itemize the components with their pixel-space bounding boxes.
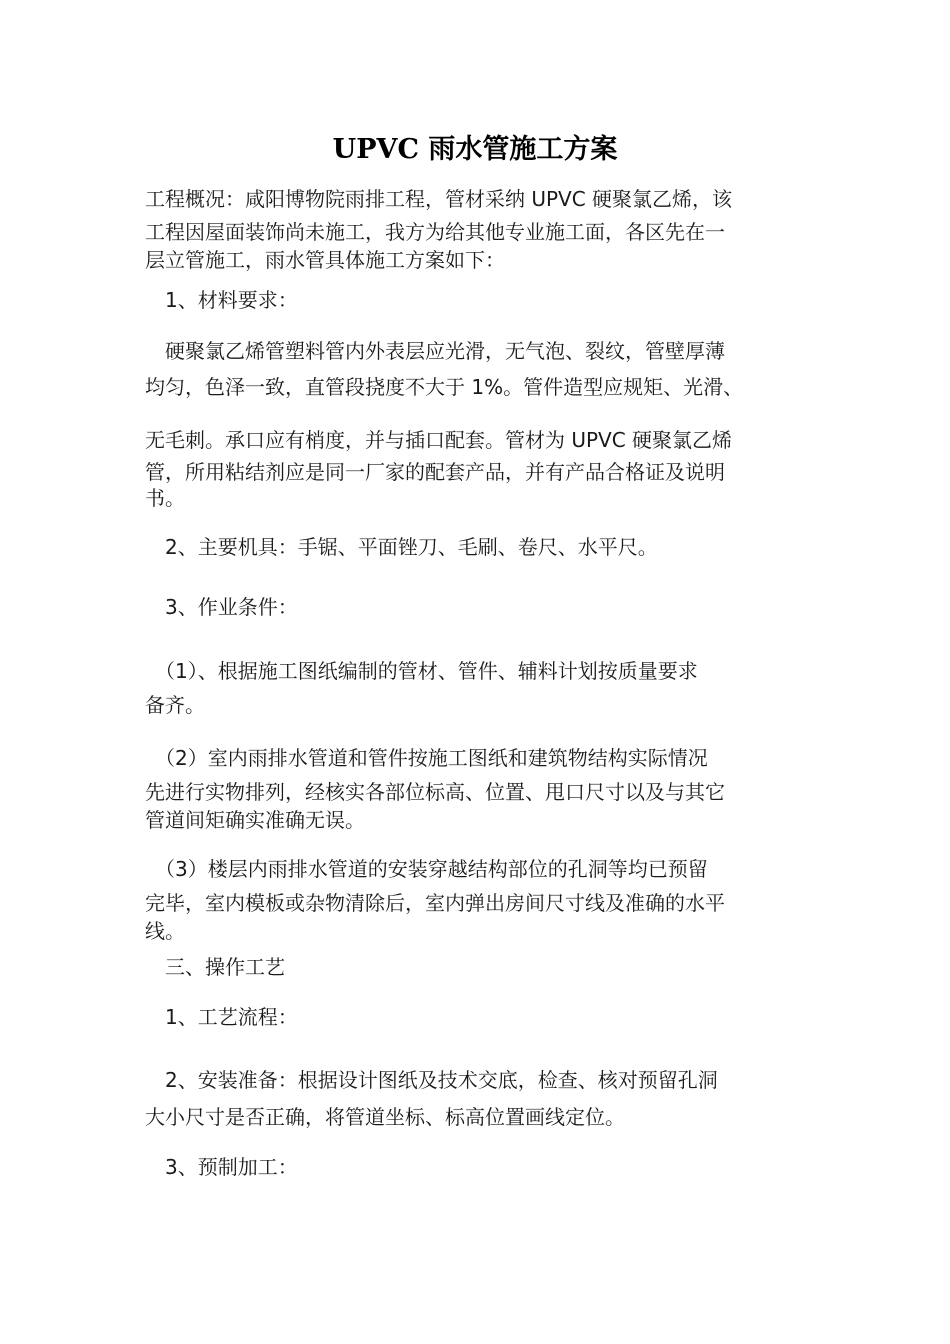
- text-line: 均匀，色泽一致，直管段挠度不大于 1%。管件造型应规矩、光滑、: [145, 375, 744, 399]
- text-line: 工程概况：咸阳博物院雨排工程，管材采纳 UPVC 硬聚氯乙烯，该: [145, 187, 733, 211]
- section-heading-prefab: [145, 1150, 810, 1184]
- paragraph-condition-1: [145, 652, 810, 720]
- text-line: 管道间矩确实准确无误。: [145, 808, 365, 832]
- text-line: 完毕，室内模板或杂物清除后，室内弹出房间尺寸线及准确的水平: [145, 891, 725, 915]
- text-line: 2、主要机具：手锯、平面锉刀、毛刷、卷尺、水平尺。: [145, 535, 658, 559]
- text-line: 备齐。: [145, 693, 205, 717]
- text-line: 工程因屋面装饰尚未施工，我方为给其他专业施工面，各区先在一: [145, 220, 725, 244]
- text-line: 3、作业条件：: [145, 595, 298, 619]
- text-line: （2）室内雨排水管道和管件按施工图纸和建筑物结构实际情况: [145, 746, 708, 770]
- paragraph-overview: [145, 180, 810, 274]
- text-line: 无毛刺。承口应有梢度，并与插口配套。管材为 UPVC 硬聚氯乙烯: [145, 428, 733, 452]
- text-line: （1）、根据施工图纸编制的管材、管件、辅料计划按质量要求: [145, 659, 698, 683]
- text-line: 三、操作工艺: [145, 955, 285, 979]
- text-line: 3、预制加工：: [145, 1155, 298, 1179]
- paragraph-condition-3: [145, 849, 810, 945]
- paragraph-materials: [145, 333, 810, 512]
- text-line: 先进行实物排列，经核实各部位标高、位置、甩口尺寸以及与其它: [145, 780, 725, 804]
- document-title: UPVC 雨水管施工方案: [332, 134, 618, 165]
- paragraph-installation-prep: [145, 1060, 810, 1134]
- text-line: 管，所用粘结剂应是同一厂家的配套产品，并有产品合格证及说明: [145, 460, 725, 484]
- section-heading-process: [145, 950, 810, 984]
- text-line: 线。: [145, 919, 185, 943]
- text-line: 2、安装准备：根据设计图纸及技术交底，检查、核对预留孔洞: [145, 1068, 718, 1092]
- text-line: 1、工艺流程：: [145, 1005, 298, 1029]
- text-line: （3）楼层内雨排水管道的安装穿越结构部位的孔洞等均已预留: [145, 857, 708, 881]
- paragraph-condition-2: [145, 738, 810, 834]
- section-heading-conditions: [145, 590, 810, 624]
- text-line: 硬聚氯乙烯管塑料管内外表层应光滑，无气泡、裂纹，管壁厚薄: [145, 339, 725, 363]
- section-heading-flow: [145, 1000, 810, 1034]
- text-line: 1、材料要求：: [145, 288, 298, 312]
- text-line: 书。: [145, 486, 185, 510]
- text-line: 大小尺寸是否正确，将管道坐标、标高位置画线定位。: [145, 1105, 625, 1129]
- text-line: 层立管施工，雨水管具体施工方案如下：: [145, 248, 505, 272]
- section-heading-materials: [145, 285, 810, 315]
- section-heading-tools: [145, 530, 810, 564]
